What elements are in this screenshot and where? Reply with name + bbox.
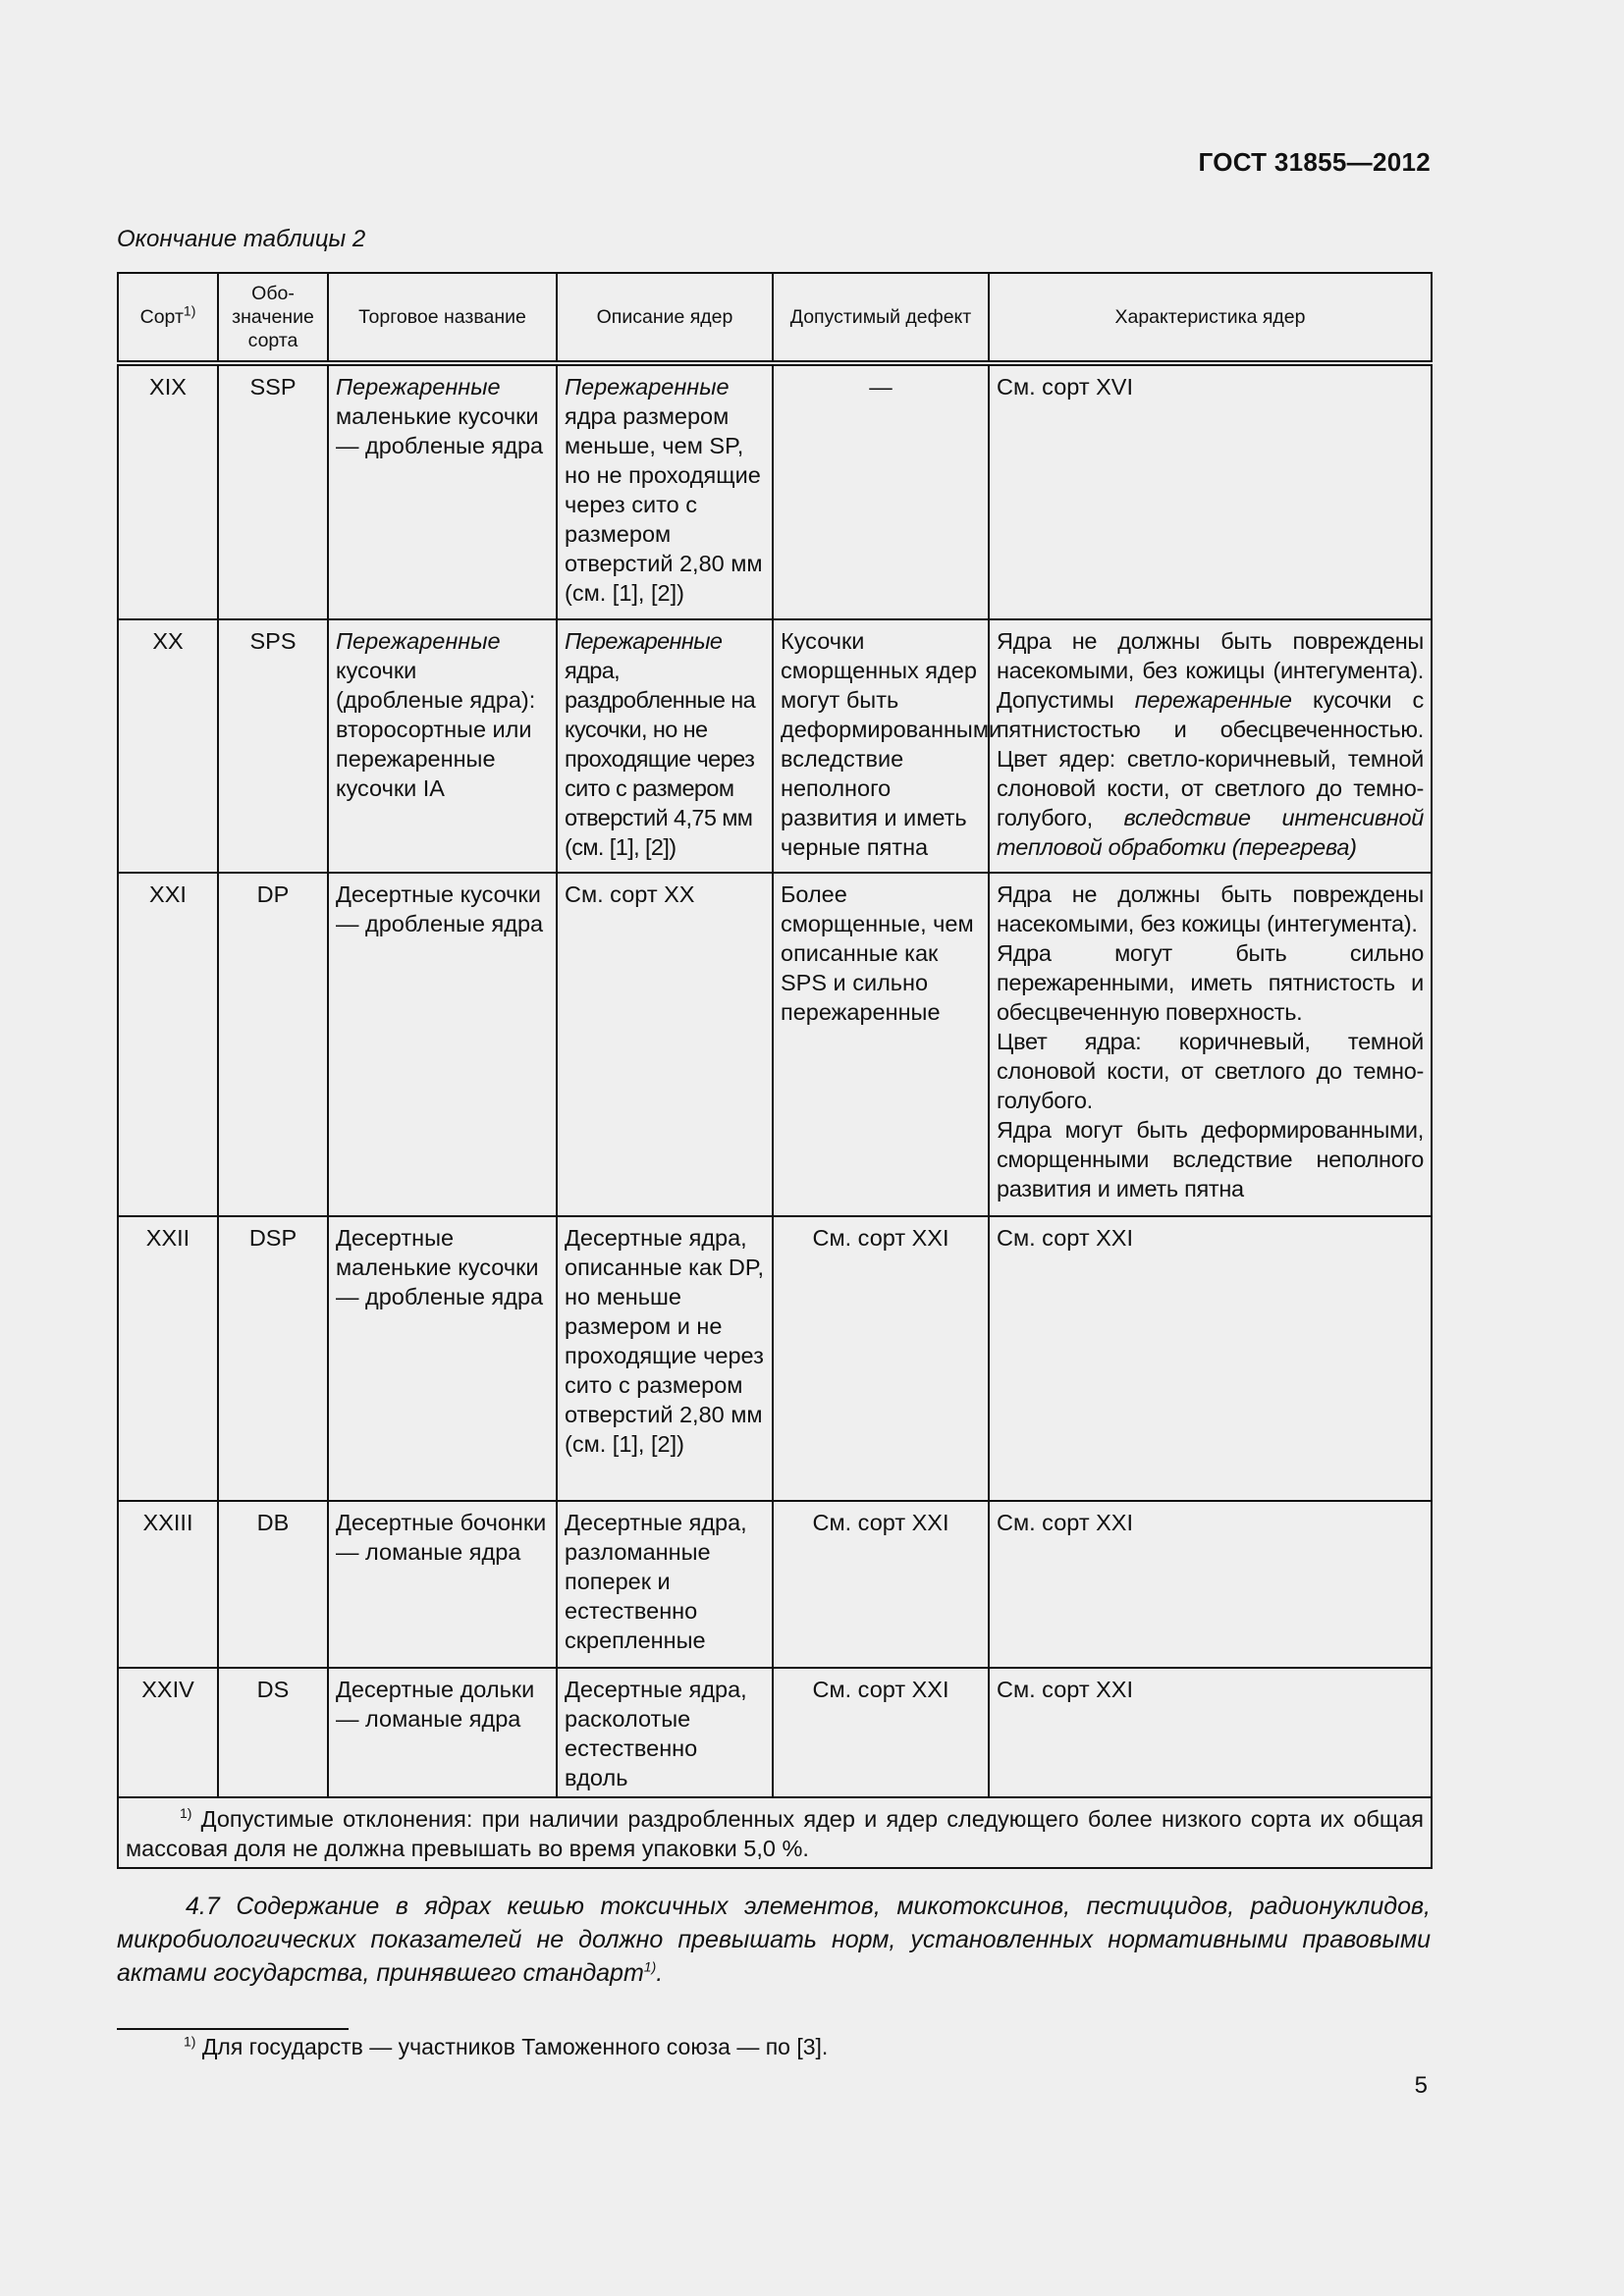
- cell-grade: XX: [118, 619, 218, 873]
- header-description: Описание ядер: [557, 273, 773, 363]
- cell-designation: DSP: [218, 1216, 328, 1501]
- cell-description: См. сорт XX: [557, 873, 773, 1216]
- header-grade: Сорт$^{1)}$: [118, 273, 218, 363]
- header-designation: Обо-значение сорта: [218, 273, 328, 363]
- cell-defect: См. сорт XXI: [773, 1668, 989, 1797]
- cell-trade-name: Пережаренные маленькие кусочки — дробленые ядра: [328, 363, 557, 619]
- header-characteristics: Характеристика ядер: [989, 273, 1432, 363]
- cell-grade: XXIV: [118, 1668, 218, 1797]
- grades-table: [117, 272, 1433, 1869]
- cell-characteristics: См. сорт XXI: [989, 1668, 1432, 1797]
- cell-description: Десертные ядра, описанные как DP, но меньше размером и не проходящие через сито с размером отверстий 2,80 мм (см. [1], [2]): [557, 1216, 773, 1501]
- cell-characteristics: Ядра не должны быть повреждены насекомыми, без кожицы (интегумента). Допустимы пережаренные кусочки с пятнистостью и обесцвеченностью. Цвет ядер: светло-коричневый, темной слоновой кости, от светлого до темно-голубого, вследствие интенсивной тепловой обработки (перегрева): [989, 619, 1432, 873]
- table-row: [118, 619, 1432, 873]
- cell-grade: XIX: [118, 363, 218, 619]
- cell-description: Десертные ядра, расколотые естественно вдоль: [557, 1668, 773, 1797]
- cell-grade: XXII: [118, 1216, 218, 1501]
- cell-description: Пережаренные ядра размером меньше, чем SP, но не проходящие через сито с размером отверстий 2,80 мм (см. [1], [2]): [557, 363, 773, 619]
- cell-defect: См. сорт XXI: [773, 1501, 989, 1668]
- cell-trade-name: Пережаренные кусочки (дробленые ядра): второсортные или пережаренные кусочки IA: [328, 619, 557, 873]
- cell-defect: Кусочки сморщенных ядер могут быть деформированными вследствие неполного развития и иметь черные пятна: [773, 619, 989, 873]
- cell-description: Десертные ядра, разломанные поперек и естественно скрепленные: [557, 1501, 773, 1668]
- cell-trade-name: Десертные дольки — ломаные ядра: [328, 1668, 557, 1797]
- table-note: $^{1)}$ Допустимые отклонения: при наличии раздробленных ядер и ядер следующего более низкого сорта их общая массовая доля не должна превышать во время упаковки 5,0 %.: [118, 1797, 1432, 1868]
- paragraph-4-7: 4.7 Содержание в ядрах кешью токсичных элементов, микотоксинов, пестицидов, радионуклидов, микробиологических показателей не должно превышать норм, установленных нормативными правовыми актами государства, принявшего стандарт$^{1)}$.: [117, 1893, 1431, 1987]
- cell-characteristics: См. сорт XXI: [989, 1216, 1432, 1501]
- cell-characteristics: См. сорт XVI: [989, 363, 1432, 619]
- cell-trade-name: Десертные кусочки — дробленые ядра: [328, 873, 557, 1216]
- cell-defect: См. сорт XXI: [773, 1216, 989, 1501]
- table-row: [118, 363, 1432, 619]
- page-number: 5: [1414, 2072, 1428, 2099]
- table-row: [118, 1501, 1432, 1668]
- cell-description: Пережаренные ядра, раздробленные на кусочки, но не проходящие через сито с размером отверстий 4,75 мм (см. [1], [2]): [557, 619, 773, 873]
- cell-grade: XXIII: [118, 1501, 218, 1668]
- cell-characteristics: См. сорт XXI: [989, 1501, 1432, 1668]
- header-trade-name: Торговое название: [328, 273, 557, 363]
- table-caption: Окончание таблицы 2: [117, 226, 366, 252]
- cell-trade-name: Десертные бочонки — ломаные ядра: [328, 1501, 557, 1668]
- cell-trade-name: Десертные маленькие кусочки — дробленые ядра: [328, 1216, 557, 1501]
- footnote-divider: [117, 2028, 349, 2030]
- cell-characteristics: Ядра не должны быть повреждены насекомыми, без кожицы (интегумента). Ядра могут быть сильно пережаренными, иметь пятнистость и обесцвеченную поверхность. Цвет ядра: коричневый, темной слоновой кости, от светлого до темно-голубого. Ядра могут быть деформированными, сморщенными вследствие неполного развития и иметь пятна: [989, 873, 1432, 1216]
- cell-designation: DS: [218, 1668, 328, 1797]
- footnote: $^{1)}$ Для государств — участников Таможенного союза — по [3].: [184, 2033, 829, 2059]
- table-note-row: [118, 1797, 1432, 1868]
- table-row: [118, 1216, 1432, 1501]
- cell-designation: SPS: [218, 619, 328, 873]
- cell-designation: DB: [218, 1501, 328, 1668]
- document-code: ГОСТ 31855—2012: [1198, 147, 1431, 177]
- cell-defect: —: [773, 363, 989, 619]
- table-row: [118, 873, 1432, 1216]
- table-header-row: [118, 273, 1432, 363]
- header-defect: Допустимый дефект: [773, 273, 989, 363]
- cell-defect: Более сморщенные, чем описанные как SPS и сильно пережаренные: [773, 873, 989, 1216]
- cell-designation: DP: [218, 873, 328, 1216]
- table-row: [118, 1668, 1432, 1797]
- cell-grade: XXI: [118, 873, 218, 1216]
- cell-designation: SSP: [218, 363, 328, 619]
